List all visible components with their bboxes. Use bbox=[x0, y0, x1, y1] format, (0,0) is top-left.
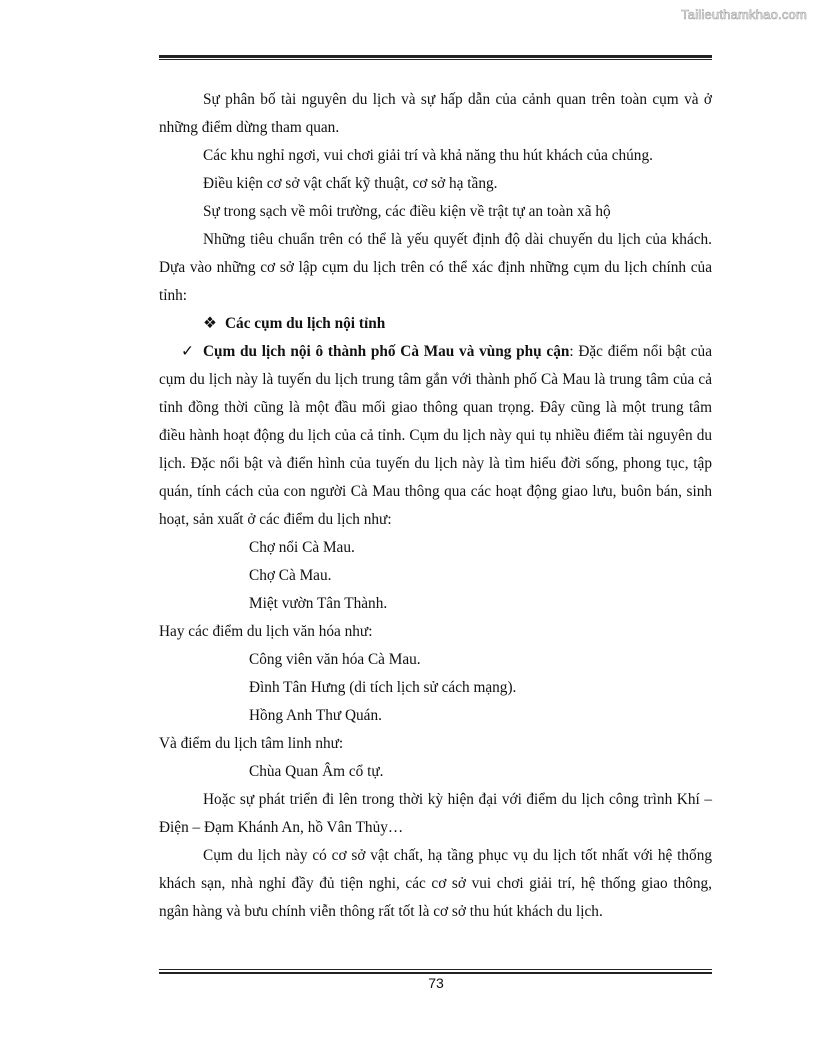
paragraph: Sự phân bố tài nguyên du lịch và sự hấp dẫn của cảnh quan trên toàn cụm và ở những điểm dừng tham quan. bbox=[159, 91, 712, 136]
page-number: 73 bbox=[428, 975, 444, 991]
cluster-title: Cụm du lịch nội ô thành phố Cà Mau và vùng phụ cận bbox=[203, 343, 570, 360]
header-rule bbox=[159, 55, 712, 60]
list-item: Chợ nổi Cà Mau. bbox=[249, 539, 355, 556]
cluster-body: : Đặc điểm nổi bật của cụm du lịch này là tuyến du lịch trung tâm gắn với thành phố Cà Mau là trung tâm của cả tỉnh đồng thời cũng là một đầu mối giao thông quan trọng. Đây cũng là một trung tâm điều hành hoạt động du lịch của cả tỉnh. Cụm du lịch này qui tụ nhiều điểm tài nguyên du lịch. Đặc nổi bật và điển hình của tuyến du lịch này là tìm hiểu đời sống, phong tục, tập quán, tính cách của con người Cà Mau thông qua các hoạt động giao lưu, buôn bán, sinh hoạt, sản xuất ở các điểm du lịch như: bbox=[159, 343, 712, 528]
checkmark-icon: ✓ bbox=[181, 343, 194, 360]
footer-rule bbox=[159, 969, 712, 974]
paragraph: Những tiêu chuẩn trên có thể là yếu quyết định độ dài chuyến du lịch của khách. Dựa vào những cơ sở lập cụm du lịch trên có thể xác định những cụm du lịch chính của tỉnh: bbox=[159, 231, 712, 304]
watermark: Tailieuthamkhao.com bbox=[681, 7, 807, 22]
list-intro: Hay các điểm du lịch văn hóa như: bbox=[159, 623, 373, 640]
section-heading bbox=[159, 310, 712, 338]
attraction-list-cultural bbox=[159, 646, 712, 730]
list-item: Hồng Anh Thư Quán. bbox=[249, 707, 382, 724]
attraction-list-markets bbox=[159, 534, 712, 618]
paragraph: Điều kiện cơ sở vật chất kỹ thuật, cơ sở hạ tầng. bbox=[203, 175, 498, 192]
diamond-bullet-icon: ❖ bbox=[203, 315, 217, 332]
paragraph: Cụm du lịch này có cơ sở vật chất, hạ tầng phục vụ du lịch tốt nhất với hệ thống khách sạn, nhà nghỉ đầy đủ tiện nghi, các cơ sở vui chơi giải trí, hệ thống giao thông, ngân hàng và bưu chính viễn thông rất tốt là cơ sở thu hút khách du lịch. bbox=[159, 847, 712, 920]
list-item: Miệt vườn Tân Thành. bbox=[249, 595, 388, 612]
page-body bbox=[159, 86, 712, 926]
list-intro: Và điểm du lịch tâm linh như: bbox=[159, 735, 344, 752]
paragraph: Các khu nghỉ ngơi, vui chơi giải trí và khả năng thu hút khách của chúng. bbox=[203, 147, 653, 164]
list-item: Đình Tân Hưng (di tích lịch sử cách mạng). bbox=[249, 679, 517, 696]
list-item: Công viên văn hóa Cà Mau. bbox=[249, 651, 421, 668]
section-heading-text: Các cụm du lịch nội tỉnh bbox=[225, 315, 386, 332]
cluster-paragraph bbox=[159, 338, 712, 534]
paragraph: Sự trong sạch về môi trường, các điều kiện về trật tự an toàn xã hộ bbox=[203, 203, 611, 220]
attraction-list-spiritual bbox=[159, 758, 712, 786]
list-item: Chợ Cà Mau. bbox=[249, 567, 332, 584]
list-item: Chùa Quan Âm cổ tự. bbox=[249, 763, 384, 780]
paragraph: Hoặc sự phát triển đi lên trong thời kỳ hiện đại với điểm du lịch công trình Khí – Điện – Đạm Khánh An, hồ Vân Thủy… bbox=[159, 791, 712, 836]
